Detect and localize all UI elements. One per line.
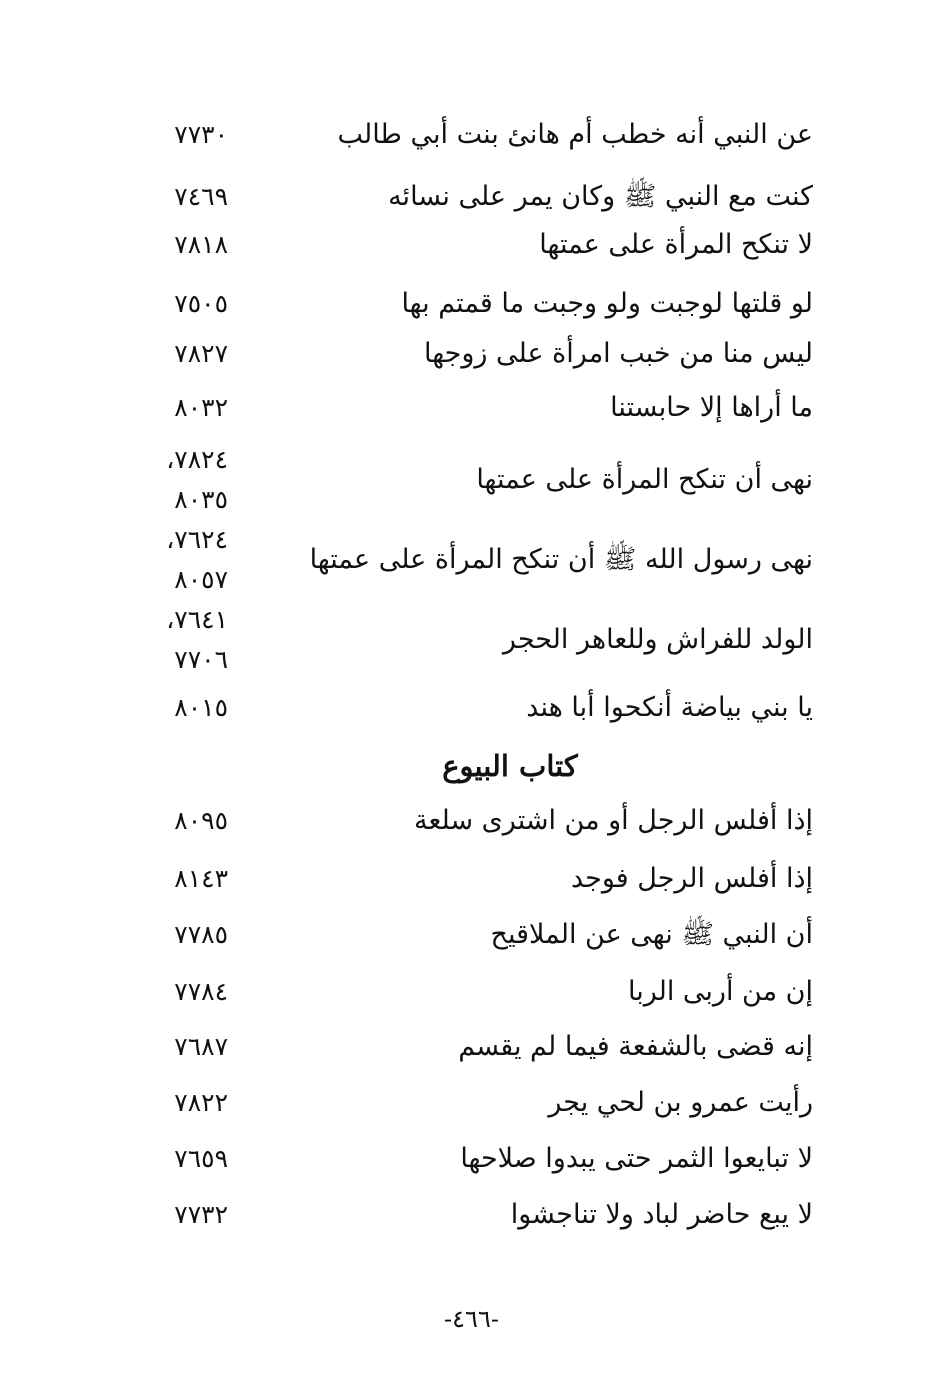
hadith-text: لا تبايعوا الثمر حتى يبدوا صلاحها [460, 1143, 813, 1174]
hadith-ref: ٧٥٠٥ [174, 289, 228, 318]
hadith-text: إن من أربى الربا [627, 976, 813, 1007]
hadith-text: الولد للفراش وللعاهر الحجر [502, 624, 813, 655]
hadith-ref: ٧٨١٨ [174, 230, 228, 259]
hadith-ref: ٧٧٣٢ [174, 1200, 228, 1229]
hadith-ref: ٧٧٠٦ [174, 645, 228, 674]
hadith-text: ما أراها إلا حابستنا [610, 392, 813, 423]
hadith-ref: ٨٠١٥ [174, 693, 228, 722]
hadith-ref: ٧٦٢٤، [166, 525, 228, 554]
hadith-ref: ٧٧٨٤ [174, 977, 228, 1006]
section-heading: كتاب البيوع [442, 749, 578, 783]
hadith-ref: ٨٠٣٢ [174, 393, 228, 422]
hadith-text: لو قلتها لوجبت ولو وجبت ما قمتم بها [401, 288, 813, 319]
hadith-ref: ٨٠٩٥ [174, 806, 228, 835]
hadith-text: إذا أفلس الرجل أو من اشترى سلعة [414, 805, 813, 836]
hadith-ref: ٨١٤٣ [174, 864, 228, 893]
hadith-text: إذا أفلس الرجل فوجد [570, 863, 813, 894]
hadith-ref: ٨٠٣٥ [174, 485, 228, 514]
hadith-text: ليس منا من خبب امرأة على زوجها [424, 338, 813, 369]
hadith-text: لا يبع حاضر لباد ولا تناجشوا [510, 1199, 813, 1230]
hadith-text: عن النبي أنه خطب أم هانئ بنت أبي طالب [337, 119, 813, 150]
hadith-text: رأيت عمرو بن لحي يجر [548, 1087, 813, 1118]
hadith-text: أن النبي ﷺ نهى عن الملاقيح [490, 919, 813, 950]
hadith-ref: ٧٦٤١، [166, 605, 228, 634]
hadith-text: نهى أن تنكح المرأة على عمتها [476, 464, 813, 495]
hadith-ref: ٧٨٢٢ [174, 1088, 228, 1117]
page-number: -٤٦٦- [444, 1305, 499, 1333]
hadith-ref: ٧٦٨٧ [174, 1032, 228, 1061]
hadith-text: لا تنكح المرأة على عمتها [539, 229, 813, 260]
hadith-text: إنه قضى بالشفعة فيما لم يقسم [458, 1031, 813, 1062]
hadith-ref: ٧٧٨٥ [174, 920, 228, 949]
hadith-ref: ٧٧٣٠ [174, 120, 228, 149]
hadith-text: نهى رسول الله ﷺ أن تنكح المرأة على عمتها [309, 544, 813, 575]
hadith-text: يا بني بياضة أنكحوا أبا هند [526, 692, 813, 723]
hadith-text: كنت مع النبي ﷺ وكان يمر على نسائه [388, 181, 813, 212]
hadith-ref: ٧٨٢٧ [174, 339, 228, 368]
hadith-ref: ٨٠٥٧ [174, 565, 228, 594]
hadith-ref: ٧٦٥٩ [174, 1144, 228, 1173]
hadith-ref: ٧٤٦٩ [174, 182, 228, 211]
hadith-ref: ٧٨٢٤، [166, 445, 228, 474]
